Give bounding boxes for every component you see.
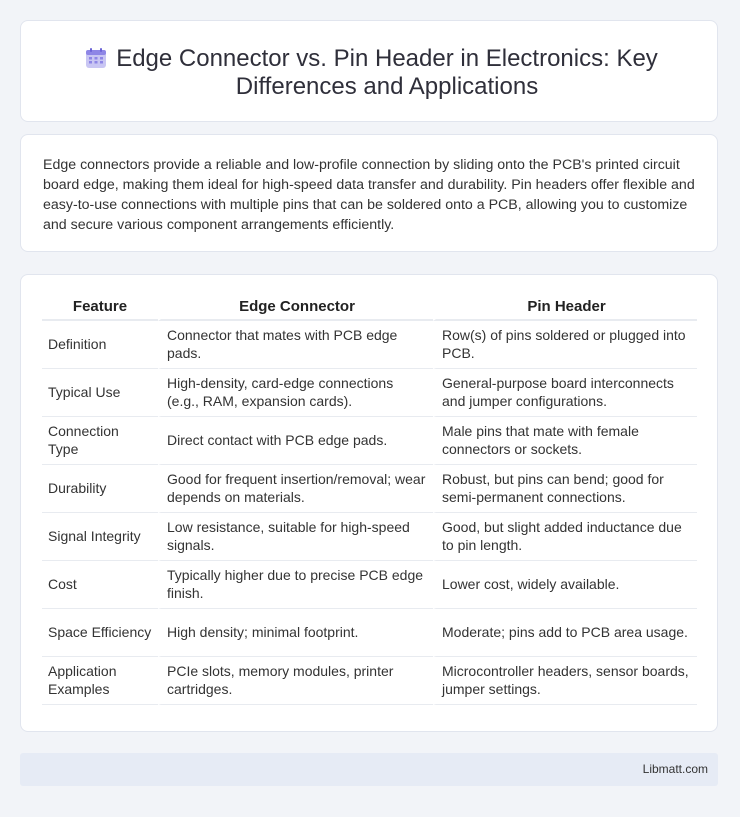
comparison-table-card: [20, 274, 718, 732]
column-header-edge-connector: Edge Connector: [158, 296, 433, 321]
cell-edge-connector: Typically higher due to precise PCB edge finish.: [158, 561, 433, 609]
table-header-row: [42, 296, 697, 321]
cell-feature: Application Examples: [42, 657, 158, 705]
cell-pin-header: Lower cost, widely available.: [433, 561, 697, 609]
cell-pin-header: Moderate; pins add to PCB area usage.: [433, 609, 697, 657]
title-wrap: [21, 45, 717, 101]
cell-pin-header: Male pins that mate with female connectors or sockets.: [433, 417, 697, 465]
cell-feature: Connection Type: [42, 417, 158, 465]
cell-feature: Definition: [42, 321, 158, 369]
table-row: [42, 609, 697, 657]
intro-card: [20, 134, 718, 252]
cell-edge-connector: High density; minimal footprint.: [158, 609, 433, 657]
column-header-feature: Feature: [42, 296, 158, 321]
cell-edge-connector: PCIe slots, memory modules, printer cartridges.: [158, 657, 433, 705]
cell-pin-header: Row(s) of pins soldered or plugged into PCB.: [433, 321, 697, 369]
cell-pin-header: Robust, but pins can bend; good for semi-permanent connections.: [433, 465, 697, 513]
cell-feature: Durability: [42, 465, 158, 513]
table-row: [42, 369, 697, 417]
cell-feature: Space Efficiency: [42, 609, 158, 657]
title-card: [20, 20, 718, 122]
cell-edge-connector: Direct contact with PCB edge pads.: [158, 417, 433, 465]
cell-feature: Signal Integrity: [42, 513, 158, 561]
cell-pin-header: General-purpose board interconnects and jumper configurations.: [433, 369, 697, 417]
page-title: Edge Connector vs. Pin Header in Electronics: Key Differences and Applications: [116, 45, 658, 100]
table-row: [42, 561, 697, 609]
cell-edge-connector: Low resistance, suitable for high-speed signals.: [158, 513, 433, 561]
cell-feature: Cost: [42, 561, 158, 609]
table-row: [42, 657, 697, 705]
footer: [20, 753, 718, 786]
table-row: [42, 513, 697, 561]
column-header-pin-header: Pin Header: [433, 296, 697, 321]
cell-edge-connector: High-density, card-edge connections (e.g., RAM, expansion cards).: [158, 369, 433, 417]
intro-paragraph: Edge connectors provide a reliable and low-profile connection by sliding onto the PCB's printed circuit board edge, making them ideal for high-speed data transfer and durability. Pin headers offer flexible and easy-to-use connections with multiple pins that can be soldered onto a PCB, allowing you to customize and secure various component arrangements efficiently.: [43, 157, 695, 233]
table-row: [42, 465, 697, 513]
table-row: [42, 417, 697, 465]
cell-feature: Typical Use: [42, 369, 158, 417]
cell-edge-connector: Good for frequent insertion/removal; wear depends on materials.: [158, 465, 433, 513]
cell-pin-header: Good, but slight added inductance due to pin length.: [433, 513, 697, 561]
comparison-table: [42, 296, 697, 705]
footer-site-link[interactable]: Libmatt.com: [642, 762, 708, 776]
table-row: [42, 321, 697, 369]
cell-edge-connector: Connector that mates with PCB edge pads.: [158, 321, 433, 369]
cell-pin-header: Microcontroller headers, sensor boards, jumper settings.: [433, 657, 697, 705]
